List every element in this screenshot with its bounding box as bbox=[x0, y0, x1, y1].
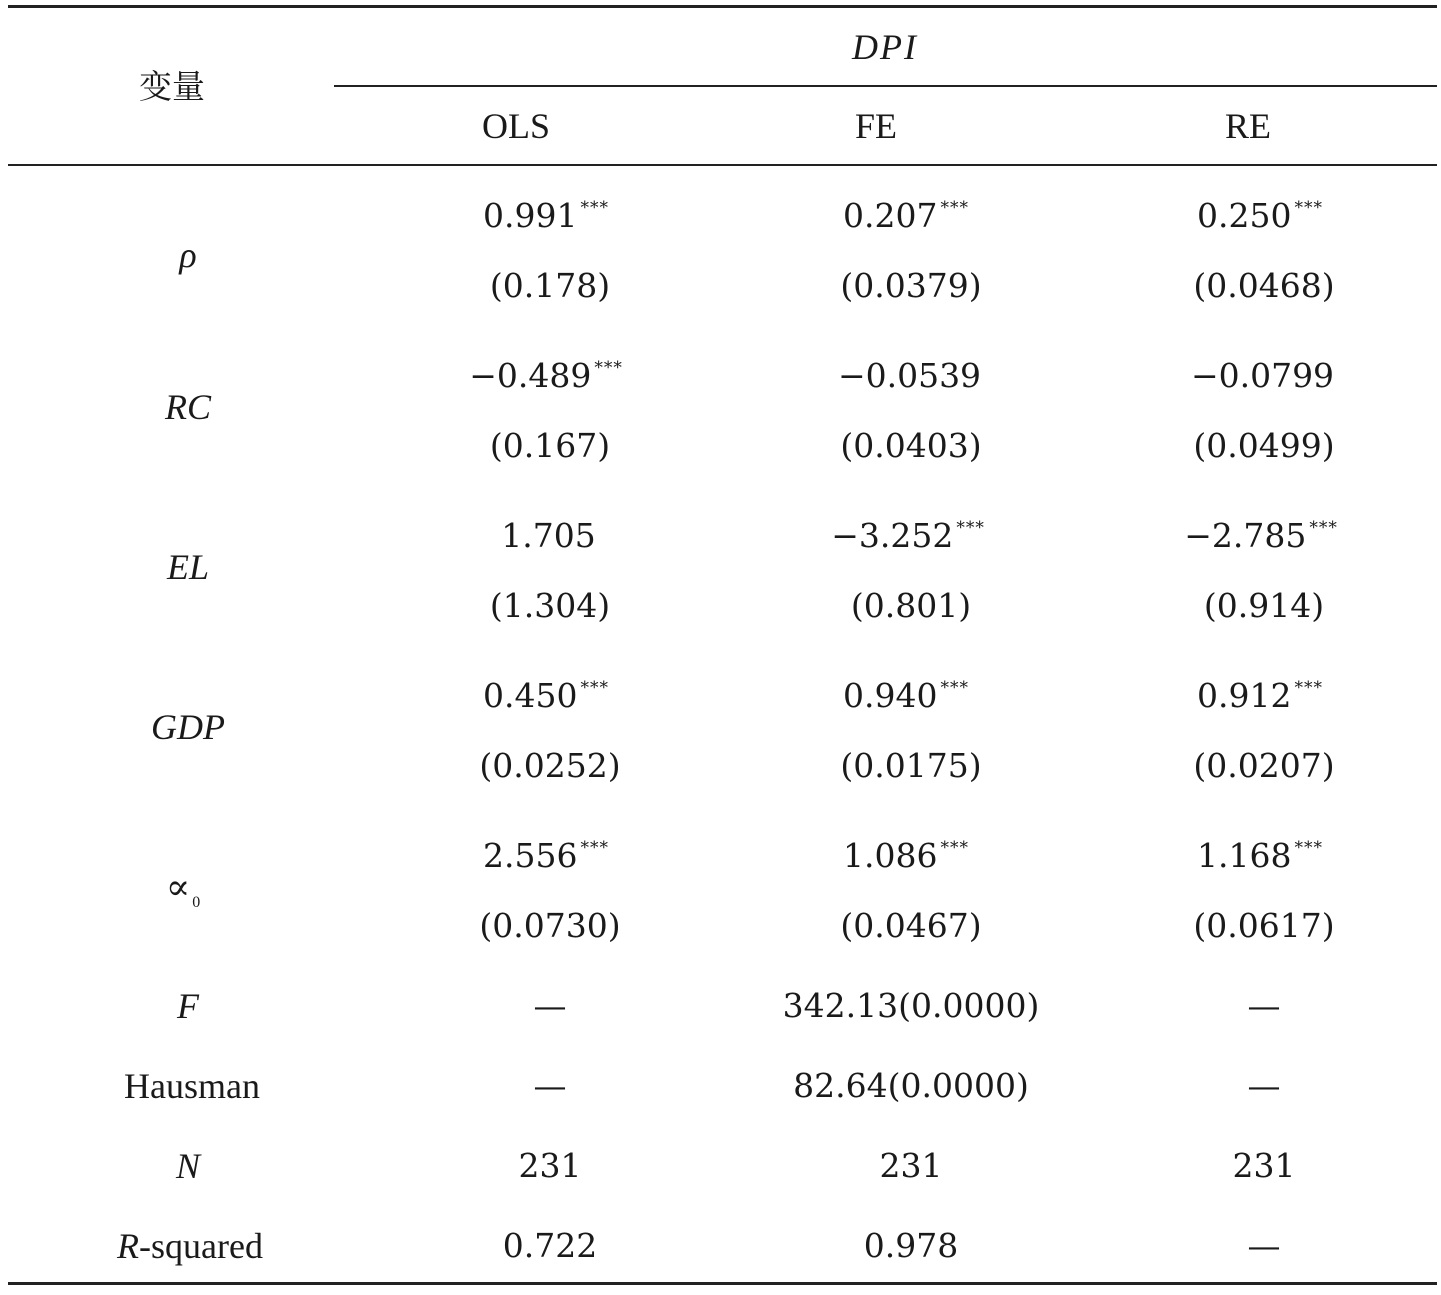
stat-label-n: N bbox=[175, 1146, 201, 1186]
coef-cell: 0.940 *** bbox=[843, 676, 969, 715]
se-cell: (0.0467) bbox=[840, 906, 982, 945]
se-cell: (0.801) bbox=[850, 586, 972, 625]
se-cell: (0.0468) bbox=[1193, 266, 1335, 305]
coef-cell: 0.991 *** bbox=[483, 196, 609, 235]
header-rule bbox=[8, 164, 1437, 166]
se-cell: (0.0730) bbox=[479, 906, 621, 945]
stat-cell: 0.722 bbox=[502, 1226, 598, 1265]
coef-cell: −3.252 *** bbox=[831, 516, 985, 555]
se-cell: (0.167) bbox=[489, 426, 611, 465]
se-cell: (0.0499) bbox=[1193, 426, 1335, 465]
coef-cell: 1.086 *** bbox=[843, 836, 969, 875]
bottom-rule bbox=[8, 1282, 1437, 1285]
group-header-dpi: DPI bbox=[852, 27, 918, 67]
model-header-fe: FE bbox=[854, 106, 898, 146]
top-rule bbox=[8, 5, 1437, 8]
stat-cell: 231 bbox=[1232, 1146, 1296, 1185]
stat-label-hausman: Hausman bbox=[124, 1066, 260, 1106]
stat-cell: 342.13(0.0000) bbox=[782, 986, 1040, 1025]
model-header-ols: OLS bbox=[481, 106, 551, 146]
stat-cell: — bbox=[1247, 986, 1281, 1025]
stat-cell: 231 bbox=[518, 1146, 582, 1185]
se-cell: (0.914) bbox=[1203, 586, 1325, 625]
stat-label-r-squared: R-squared bbox=[117, 1226, 263, 1266]
se-cell: (0.0403) bbox=[840, 426, 982, 465]
se-cell: (0.0207) bbox=[1193, 746, 1335, 785]
coef-cell: 1.168 *** bbox=[1197, 836, 1323, 875]
stat-cell: — bbox=[1247, 1066, 1281, 1105]
se-cell: (0.0175) bbox=[840, 746, 982, 785]
coef-cell: 0.912 *** bbox=[1197, 676, 1323, 715]
se-cell: (0.178) bbox=[489, 266, 611, 305]
se-cell: (0.0252) bbox=[479, 746, 621, 785]
stat-cell: 231 bbox=[879, 1146, 943, 1185]
stat-label-f: F bbox=[177, 986, 199, 1026]
variable-header: 变量 bbox=[139, 67, 205, 106]
se-cell: (0.0617) bbox=[1193, 906, 1335, 945]
coef-cell: 2.556 *** bbox=[483, 836, 609, 875]
stat-cell: — bbox=[1247, 1226, 1281, 1265]
row-label-rc: RC bbox=[164, 387, 212, 427]
group-underline bbox=[334, 85, 1437, 87]
row-label-gdp: GDP bbox=[151, 707, 225, 747]
stat-cell: 0.978 bbox=[863, 1226, 959, 1265]
stat-cell: 82.64(0.0000) bbox=[793, 1066, 1029, 1105]
coef-cell: 0.250 *** bbox=[1197, 196, 1323, 235]
coef-cell: −0.0799 bbox=[1190, 356, 1335, 395]
row-label-el: EL bbox=[166, 547, 210, 587]
se-cell: (0.0379) bbox=[840, 266, 982, 305]
coef-cell: 1.705 bbox=[501, 516, 596, 555]
row-label-alpha0: ∝ $_0$ bbox=[165, 867, 201, 911]
coef-cell: −2.785 *** bbox=[1184, 516, 1338, 555]
row-label-rho: ρ bbox=[179, 235, 197, 275]
stat-cell: — bbox=[533, 1066, 567, 1105]
stat-cell: — bbox=[533, 986, 567, 1025]
coef-cell: −0.489 *** bbox=[469, 356, 623, 395]
coef-cell: −0.0539 bbox=[837, 356, 982, 395]
model-header-re: RE bbox=[1224, 106, 1272, 146]
se-cell: (1.304) bbox=[489, 586, 611, 625]
coef-cell: 0.207 *** bbox=[843, 196, 969, 235]
coef-cell: 0.450 *** bbox=[483, 676, 609, 715]
